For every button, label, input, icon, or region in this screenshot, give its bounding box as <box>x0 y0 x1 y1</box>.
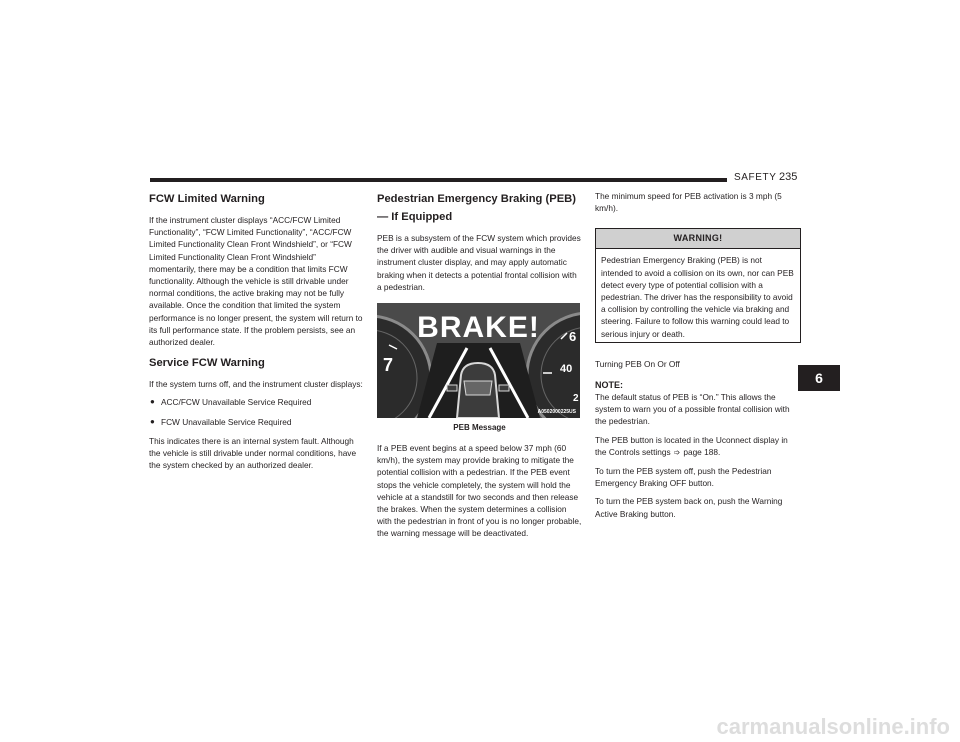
brake-warning-text: BRAKE! <box>417 311 540 345</box>
column-1 <box>149 190 364 477</box>
gauge-label-right-mid: 40 <box>560 363 573 376</box>
min-speed-text: The minimum speed for PEB activation is 3 mph (5 km/h). <box>595 191 782 214</box>
page-number: 235 <box>779 171 798 183</box>
watermark: carmanualsonline.info <box>716 714 950 739</box>
warning-box <box>595 228 801 342</box>
peb-message-figure <box>377 303 580 418</box>
chapter-tab[interactable]: 6 <box>798 365 840 391</box>
warning-body: Pedestrian Emergency Braking (PEB) is not intended to avoid a collision on its own, nor can PEB detect every type of potential collision with a pedestrian. The driver has the responsibility to avoid a collision by controlling the vehicle via braking and steering. Failure to follow this warning could lead to serious injury or death. <box>601 255 794 339</box>
list-item-text: FCW Unavailable Service Required <box>161 416 292 427</box>
warning-title: WARNING! <box>596 229 800 249</box>
header-rule <box>150 178 727 182</box>
figure-code: A0502000225US <box>537 409 576 416</box>
service-fcw-intro: If the system turns off, and the instrument cluster displays: <box>149 379 363 390</box>
column-3 <box>595 190 800 526</box>
peb-intro: PEB is a subsystem of the FCW system which provides the driver with audible and visual warnings in the instrument cluster display, and may apply automatic braking when it detects a potential frontal collision with a pedestrian. <box>377 233 581 292</box>
peb-button-location <box>595 434 800 459</box>
note-label: NOTE: <box>595 380 623 391</box>
gauge-label-right-bottom: 2 <box>573 393 579 405</box>
peb-heading: Pedestrian Emergency Braking (PEB) — If Equipped <box>377 193 576 223</box>
note-text: The default status of PEB is “On.” This allows the system to warn you of a possible frontal collision with the pedestrian. <box>595 392 790 427</box>
turn-off-text: To turn the PEB system off, push the Pedestrian Emergency Braking OFF button. <box>595 466 772 489</box>
gauge-label-right-top: 6 <box>569 329 577 345</box>
section-title: SAFETY <box>734 172 777 183</box>
figure-caption: PEB Message <box>453 423 506 433</box>
fcw-limited-body: If the instrument cluster displays “ACC/FCW Limited Functionality”, “FCW Limited Functionality”, “ACC/FCW Limited Functionality Clean Front Windshield”, or “FCW Limited Functionality Clean Front Windshield” momentarily, there may be a condition that limits FCW functionality. Although the vehicle is still drivable under normal conditions, the active braking may not be fully available. Once the condition that limited the system performance is no longer present, the system will return to its full performance state. If the problem persists, see an authorized dealer. <box>149 215 363 348</box>
page-reference-arrow-icon: ➩ <box>673 447 681 457</box>
gauge-label-left: 7 <box>383 355 394 376</box>
list-item <box>149 396 364 408</box>
bullet-icon: ● <box>150 397 155 407</box>
service-fcw-bullet-list <box>149 396 364 427</box>
column-2 <box>377 190 582 546</box>
service-fcw-outro: This indicates there is an internal system fault. Although the vehicle is still drivable under normal conditions, have the system checked by an authorized dealer. <box>149 435 357 471</box>
fcw-limited-heading: FCW Limited Warning <box>149 193 265 205</box>
list-item-text: ACC/FCW Unavailable Service Required <box>161 397 312 408</box>
service-fcw-heading: Service FCW Warning <box>149 357 265 370</box>
page-reference-link[interactable]: page 188. <box>683 446 721 457</box>
turning-peb-subheading: Turning PEB On Or Off <box>595 358 680 369</box>
bullet-icon: ● <box>150 416 155 426</box>
list-item <box>149 416 364 428</box>
turn-on-text: To turn the PEB system back on, push the Warning Active Braking button. <box>595 496 783 519</box>
peb-body: If a PEB event begins at a speed below 37 mph (60 km/h), the system may provide braking to mitigate the potential collision with a pedestrian. If the PEB event stops the vehicle completely, the system will hold the vehicle at a standstill for two seconds and then release the brakes. When the system determines a collision with the pedestrian in front of you is no longer probable, the warning message will be deactivated. <box>377 443 582 539</box>
peb-button-text: The PEB button is located in the Uconnect display in the Controls settings <box>595 434 788 457</box>
